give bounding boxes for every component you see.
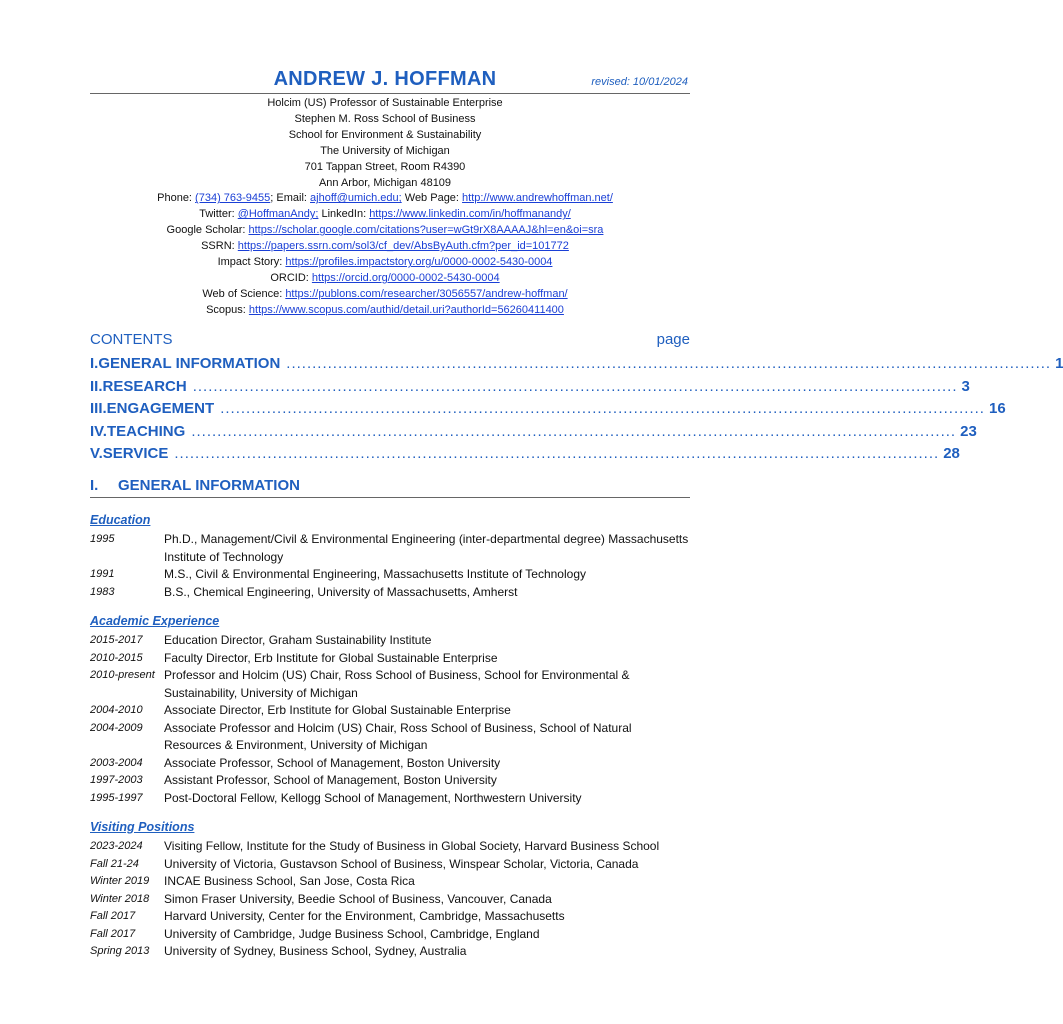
title-line: Holcim (US) Professor of Sustainable Enterprise	[267, 97, 503, 109]
social-line: Twitter: @HoffmanAndy; LinkedIn: https://www.linkedin.com/in/hoffmanandy/	[199, 208, 571, 221]
toc-leader: ....................................................................................................................................................	[286, 355, 1052, 372]
linkedin-link[interactable]: https://www.linkedin.com/in/hoffmanandy/	[369, 208, 571, 221]
email-link[interactable]: ajhoff@umich.edu;	[310, 192, 402, 205]
list-item: 1991 M.S., Civil & Environmental Engineering, Massachusetts Institute of Technology	[90, 567, 586, 581]
contact-line: Phone: (734) 763-9455; Email: ajhoff@umich.edu; Web Page: http://www.andrewhoffman.net/	[157, 192, 613, 205]
toc-leader: ....................................................................................................................................................	[220, 400, 985, 417]
twitter-link[interactable]: @HoffmanAndy;	[237, 208, 319, 221]
section-heading: I. GENERAL INFORMATION	[90, 477, 300, 494]
list-item: 2010-2015 Faculty Director, Erb Institute for Global Sustainable Enterprise	[90, 650, 498, 665]
toc-item[interactable]: IV. TEACHING .................................................................................................................................................... 23	[90, 422, 977, 440]
list-item: Spring 2013 University of Sydney, Business School, Sydney, Australia	[90, 944, 467, 958]
contents-heading	[90, 331, 690, 348]
ssrn-link[interactable]: https://papers.ssrn.com/sol3/cf_dev/AbsByAuth.cfm?per_id=101772	[237, 240, 569, 253]
author-name: ANDREW J. HOFFMAN	[273, 68, 497, 90]
scopus-line: Scopus: https://www.scopus.com/authid/detail.uri?authorId=56260411400	[206, 303, 564, 316]
education-heading: Education	[90, 513, 151, 527]
phone-link[interactable]: (734) 763-9455	[195, 192, 271, 205]
list-item: Fall 2017 Harvard University, Center for the Environment, Cambridge, Massachusetts	[90, 909, 565, 923]
section-rule	[90, 497, 690, 498]
ssrn-line: SSRN: https://papers.ssrn.com/sol3/cf_dev/AbsByAuth.cfm?per_id=101772	[201, 240, 569, 253]
toc-item[interactable]: V. SERVICE .................................................................................................................................................... 28	[90, 445, 960, 462]
table-of-contents	[90, 355, 1063, 468]
visiting-positions-heading: Visiting Positions	[90, 820, 195, 834]
education-list	[90, 531, 690, 601]
webpage-link[interactable]: http://www.andrewhoffman.net/	[462, 192, 613, 205]
list-item: 2010-present Professor and Holcim (US) Chair, Ross School of Business, School for Environmental & Sustainability, University of Michigan	[90, 668, 630, 700]
list-item: Fall 2017 University of Cambridge, Judge Business School, Cambridge, England	[90, 926, 540, 941]
list-item: Winter 2018 Simon Fraser University, Beedie School of Business, Vancouver, Canada	[90, 891, 552, 906]
revised-date: revised: 10/01/2024	[591, 76, 688, 88]
list-item: 2003-2004 Associate Professor, School of Management, Boston University	[90, 755, 501, 770]
contents-page-label: page	[656, 331, 690, 348]
list-item: 1995-1997 Post-Doctoral Fellow, Kellogg School of Management, Northwestern University	[90, 790, 582, 805]
orcid-link[interactable]: https://orcid.org/0000-0002-5430-0004	[311, 271, 500, 284]
academic-experience-heading: Academic Experience	[90, 614, 220, 628]
impact-line: Impact Story: https://profiles.impactstory.org/u/0000-0002-5430-0004	[217, 256, 553, 269]
google-scholar-link[interactable]: https://scholar.google.com/citations?user=wGt9rX8AAAAJ&hl=en&oi=sra	[248, 224, 604, 237]
header-rule	[90, 93, 690, 94]
toc-leader: ....................................................................................................................................................	[191, 422, 957, 440]
scopus-link[interactable]: https://www.scopus.com/authid/detail.uri?authorId=56260411400	[248, 303, 564, 316]
orcid-line: ORCID: https://orcid.org/0000-0002-5430-0004	[270, 271, 500, 284]
impact-story-link[interactable]: https://profiles.impactstory.org/u/0000-0002-5430-0004	[285, 256, 553, 269]
academic-experience-list	[90, 632, 690, 807]
school-line: Stephen M. Ross School of Business	[294, 112, 476, 125]
toc-item[interactable]: II. RESEARCH .................................................................................................................................................... 3	[90, 377, 970, 395]
list-item: 2004-2010 Associate Director, Erb Institute for Global Sustainable Enterprise	[90, 703, 511, 717]
street-line: 701 Tappan Street, Room R4390	[304, 160, 466, 173]
toc-leader: ....................................................................................................................................................	[174, 445, 940, 462]
wos-line: Web of Science: https://publons.com/researcher/3056557/andrew-hoffman/	[202, 287, 568, 300]
toc-leader: ....................................................................................................................................................	[192, 377, 958, 395]
university-line: The University of Michigan	[320, 144, 450, 157]
scholar-line: Google Scholar: https://scholar.google.com/citations?user=wGt9rX8AAAAJ&hl=en&oi=sra	[166, 224, 604, 237]
list-item: 1997-2003 Assistant Professor, School of Management, Boston University	[90, 773, 497, 787]
contents-title: CONTENTS	[90, 331, 173, 348]
address-block	[0, 96, 770, 319]
list-item: Fall 21-24 University of Victoria, Gustavson School of Business, Winspear Scholar, Victoria, Canada	[90, 856, 639, 871]
visiting-positions-list	[90, 838, 690, 961]
list-item: 1995 Ph.D., Management/Civil & Environmental Engineering (inter-departmental degree) Massachusetts Institute of Technology	[90, 532, 689, 564]
web-of-science-link[interactable]: https://publons.com/researcher/3056557/andrew-hoffman/	[285, 287, 568, 300]
city-line: Ann Arbor, Michigan 48109	[318, 176, 452, 189]
list-item: 2015-2017 Education Director, Graham Sustainability Institute	[90, 633, 432, 647]
list-item: 2004-2009 Associate Professor and Holcim (US) Chair, Ross School of Business, School of Natural Resources & Environment, University of Michigan	[90, 720, 632, 752]
list-item: 1983 B.S., Chemical Engineering, University of Massachusetts, Amherst	[90, 584, 518, 599]
toc-item[interactable]: III. ENGAGEMENT .................................................................................................................................................... 16	[90, 400, 1006, 417]
school-line: School for Environment & Sustainability	[288, 128, 482, 141]
toc-item[interactable]: I. GENERAL INFORMATION .................................................................................................................................................... 1	[90, 355, 1063, 372]
list-item: Winter 2019 INCAE Business School, San Jose, Costa Rica	[90, 874, 415, 888]
list-item: 2023-2024 Visiting Fellow, Institute for the Study of Business in Global Society, Harvard Business School	[90, 839, 660, 853]
